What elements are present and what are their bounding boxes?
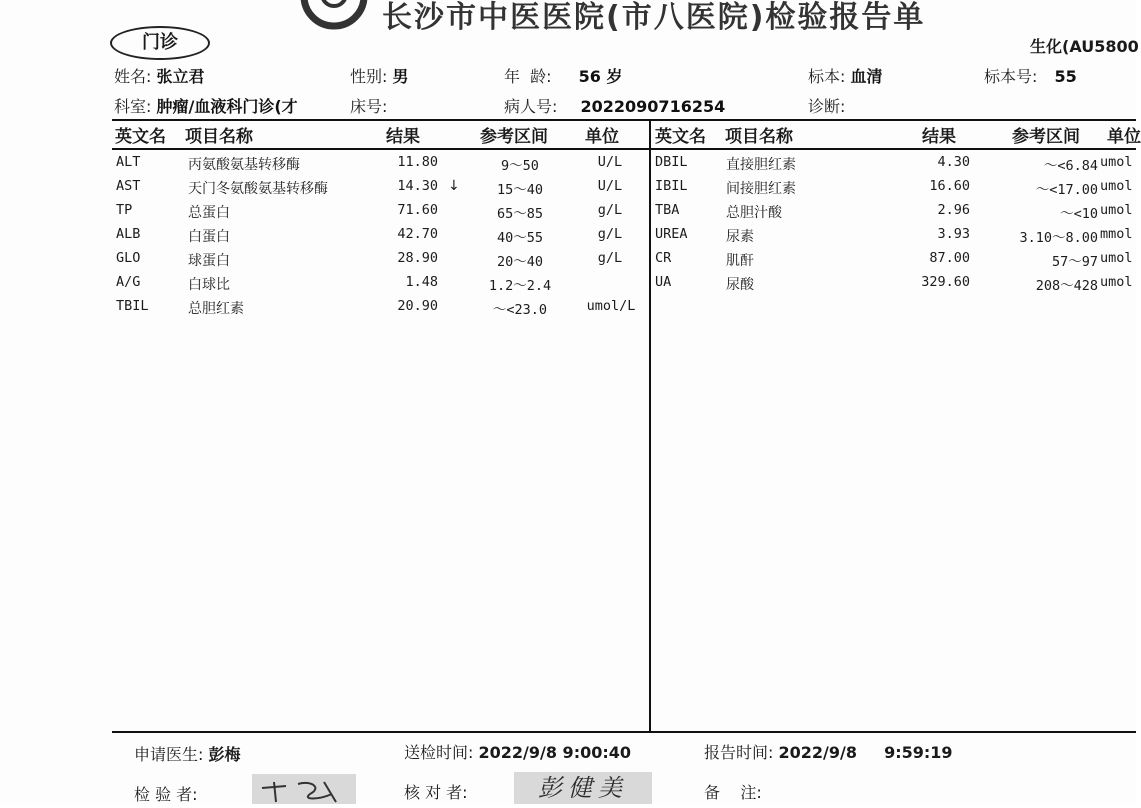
table-center-divider xyxy=(649,121,651,731)
table-bottom-rule xyxy=(112,731,1136,733)
row-result: 20.90 xyxy=(397,298,438,314)
patient-age: 56 岁 xyxy=(578,67,623,86)
patient-no-field xyxy=(504,94,725,117)
row-code: TBIL xyxy=(116,298,149,314)
requesting-doctor: 彭梅 xyxy=(208,745,241,764)
specimen-field xyxy=(808,64,883,87)
col-ref-header-right: 参考区间 xyxy=(1012,127,1080,147)
row-ref-range: 1.2～2.4 xyxy=(488,278,552,294)
row-code: AST xyxy=(116,178,141,194)
col-name-header-right: 项目名称 xyxy=(725,127,793,147)
row-item-name: 直接胆红素 xyxy=(726,157,796,173)
row-item-name: 总蛋白 xyxy=(188,205,230,221)
row-ref-range: 3.10～8.00 xyxy=(1019,230,1098,246)
tester-label: 检 验 者: xyxy=(134,785,198,804)
specimen-no: 55 xyxy=(1054,67,1077,86)
bed-field xyxy=(350,94,387,117)
hospital-logo-icon xyxy=(300,0,368,28)
col-code-header-right: 英文名 xyxy=(655,127,706,147)
row-unit: U/L xyxy=(597,178,623,194)
col-ref-header: 参考区间 xyxy=(480,127,548,147)
specimen-label: 标本: xyxy=(808,67,846,86)
row-result: 2.96 xyxy=(937,202,970,218)
tester-signature-icon xyxy=(252,774,356,804)
row-item-name: 间接胆红素 xyxy=(726,181,796,197)
table-top-rule xyxy=(112,119,1136,121)
patient-name-field xyxy=(114,64,205,87)
row-code: TP xyxy=(116,202,133,218)
row-result: 28.90 xyxy=(397,250,438,266)
diagnosis-label: 诊断: xyxy=(808,97,846,116)
row-ref-range: 208～428 xyxy=(1035,278,1098,294)
department-field xyxy=(114,94,350,117)
instrument-label: 生化(AU5800 xyxy=(1030,37,1139,56)
row-ref-range: 57～97 xyxy=(1051,254,1098,270)
patient-name-label: 姓名: xyxy=(114,67,152,86)
row-code: CR xyxy=(655,250,672,266)
row-item-name: 总胆红素 xyxy=(188,301,244,317)
row-code: UREA xyxy=(655,226,688,242)
row-ref-range: ～<23.0 xyxy=(492,302,548,318)
row-ref-range: ～<17.00 xyxy=(1035,182,1098,198)
row-code: A/G xyxy=(116,274,141,290)
row-unit: g/L xyxy=(597,250,623,266)
row-result: 42.70 xyxy=(397,226,438,242)
sent-time-field xyxy=(404,740,631,763)
row-item-name: 尿素 xyxy=(726,229,754,245)
report-title: 长沙市中医医院(市八医院)检验报告单 xyxy=(382,0,926,35)
row-result: 329.60 xyxy=(921,274,970,290)
row-unit: umol xyxy=(1100,274,1133,290)
row-unit: U/L xyxy=(597,154,623,170)
row-result: 16.60 xyxy=(929,178,970,194)
sent-time: 2022/9/8 9:00:40 xyxy=(478,743,632,762)
remark-label: 备 注: xyxy=(704,783,762,802)
report-date: 2022/9/8 xyxy=(778,743,857,762)
row-unit: g/L xyxy=(597,226,623,242)
bed-label: 床号: xyxy=(350,97,388,116)
row-unit: umol xyxy=(1100,202,1133,218)
row-result: 11.80 xyxy=(397,154,438,170)
department-label: 科室: xyxy=(114,97,152,116)
row-item-name: 总胆汁酸 xyxy=(726,205,782,221)
row-item-name: 白球比 xyxy=(188,277,230,293)
row-item-name: 球蛋白 xyxy=(188,253,230,269)
row-unit: mmol xyxy=(1100,226,1133,242)
row-ref-range: ～<10 xyxy=(1060,206,1098,222)
specimen-no-field xyxy=(984,64,1077,87)
low-flag-arrow-icon: ↓ xyxy=(448,178,460,194)
row-item-name: 白蛋白 xyxy=(188,229,230,245)
row-unit: umol/L xyxy=(586,298,636,314)
col-unit-header: 单位 xyxy=(585,127,619,147)
row-ref-range: 65～85 xyxy=(496,206,543,222)
row-code: ALT xyxy=(116,154,141,170)
row-result: 71.60 xyxy=(397,202,438,218)
report-time-label: 报告时间: xyxy=(704,743,774,762)
diagnosis-field xyxy=(808,94,845,117)
row-result: 3.93 xyxy=(937,226,970,242)
patient-no-label: 病人号: xyxy=(504,97,558,116)
patient-name: 张立君 xyxy=(156,67,205,86)
patient-sex: 男 xyxy=(392,67,409,86)
row-result: 87.00 xyxy=(929,250,970,266)
requesting-doctor-field xyxy=(134,742,241,765)
row-item-name: 肌酐 xyxy=(726,253,754,269)
row-result: 14.30 xyxy=(397,178,438,194)
row-unit: g/L xyxy=(597,202,623,218)
col-result-header: 结果 xyxy=(386,127,420,147)
table-header-rule xyxy=(112,148,1136,150)
col-code-header: 英文名 xyxy=(115,127,166,147)
row-ref-range: 9～50 xyxy=(501,158,539,174)
row-code: ALB xyxy=(116,226,141,242)
checker-label: 核 对 者: xyxy=(404,783,468,802)
patient-age-field xyxy=(504,64,623,87)
patient-no: 2022090716254 xyxy=(580,97,726,116)
report-time: 9:59:19 xyxy=(884,743,953,762)
report-time-field xyxy=(704,740,953,763)
row-item-name: 尿酸 xyxy=(726,277,754,293)
row-item-name: 丙氨酸氨基转移酶 xyxy=(188,157,300,173)
row-unit: umol xyxy=(1100,154,1133,170)
sent-time-label: 送检时间: xyxy=(404,743,474,762)
department: 肿瘤/血液科门诊(才 xyxy=(156,97,298,116)
specimen: 血清 xyxy=(850,67,883,86)
col-unit-header-right: 单位 xyxy=(1107,127,1141,147)
checker-signature: 彭健美 xyxy=(514,772,652,804)
specimen-no-label: 标本号: xyxy=(984,67,1038,86)
requesting-doctor-label: 申请医生: xyxy=(134,745,204,764)
row-ref-range: 15～40 xyxy=(496,182,543,198)
col-result-header-right: 结果 xyxy=(922,127,956,147)
row-ref-range: 40～55 xyxy=(496,230,543,246)
row-unit: umol xyxy=(1100,178,1133,194)
patient-age-label: 年 龄: xyxy=(504,67,552,86)
patient-sex-label: 性别: xyxy=(350,67,388,86)
row-unit: umol xyxy=(1100,250,1133,266)
patient-sex-field xyxy=(350,64,409,87)
row-code: GLO xyxy=(116,250,141,266)
tester-signature-image xyxy=(252,774,356,804)
row-code: UA xyxy=(655,274,672,290)
outpatient-badge: 门诊 xyxy=(110,26,210,60)
row-result: 4.30 xyxy=(937,154,970,170)
row-code: IBIL xyxy=(655,178,688,194)
row-ref-range: ～<6.84 xyxy=(1043,158,1098,174)
row-code: TBA xyxy=(655,202,680,218)
row-item-name: 天门冬氨酸氨基转移酶 xyxy=(188,181,328,197)
row-result: 1.48 xyxy=(405,274,438,290)
col-name-header: 项目名称 xyxy=(185,127,253,147)
row-ref-range: 20～40 xyxy=(496,254,543,270)
row-code: DBIL xyxy=(655,154,688,170)
